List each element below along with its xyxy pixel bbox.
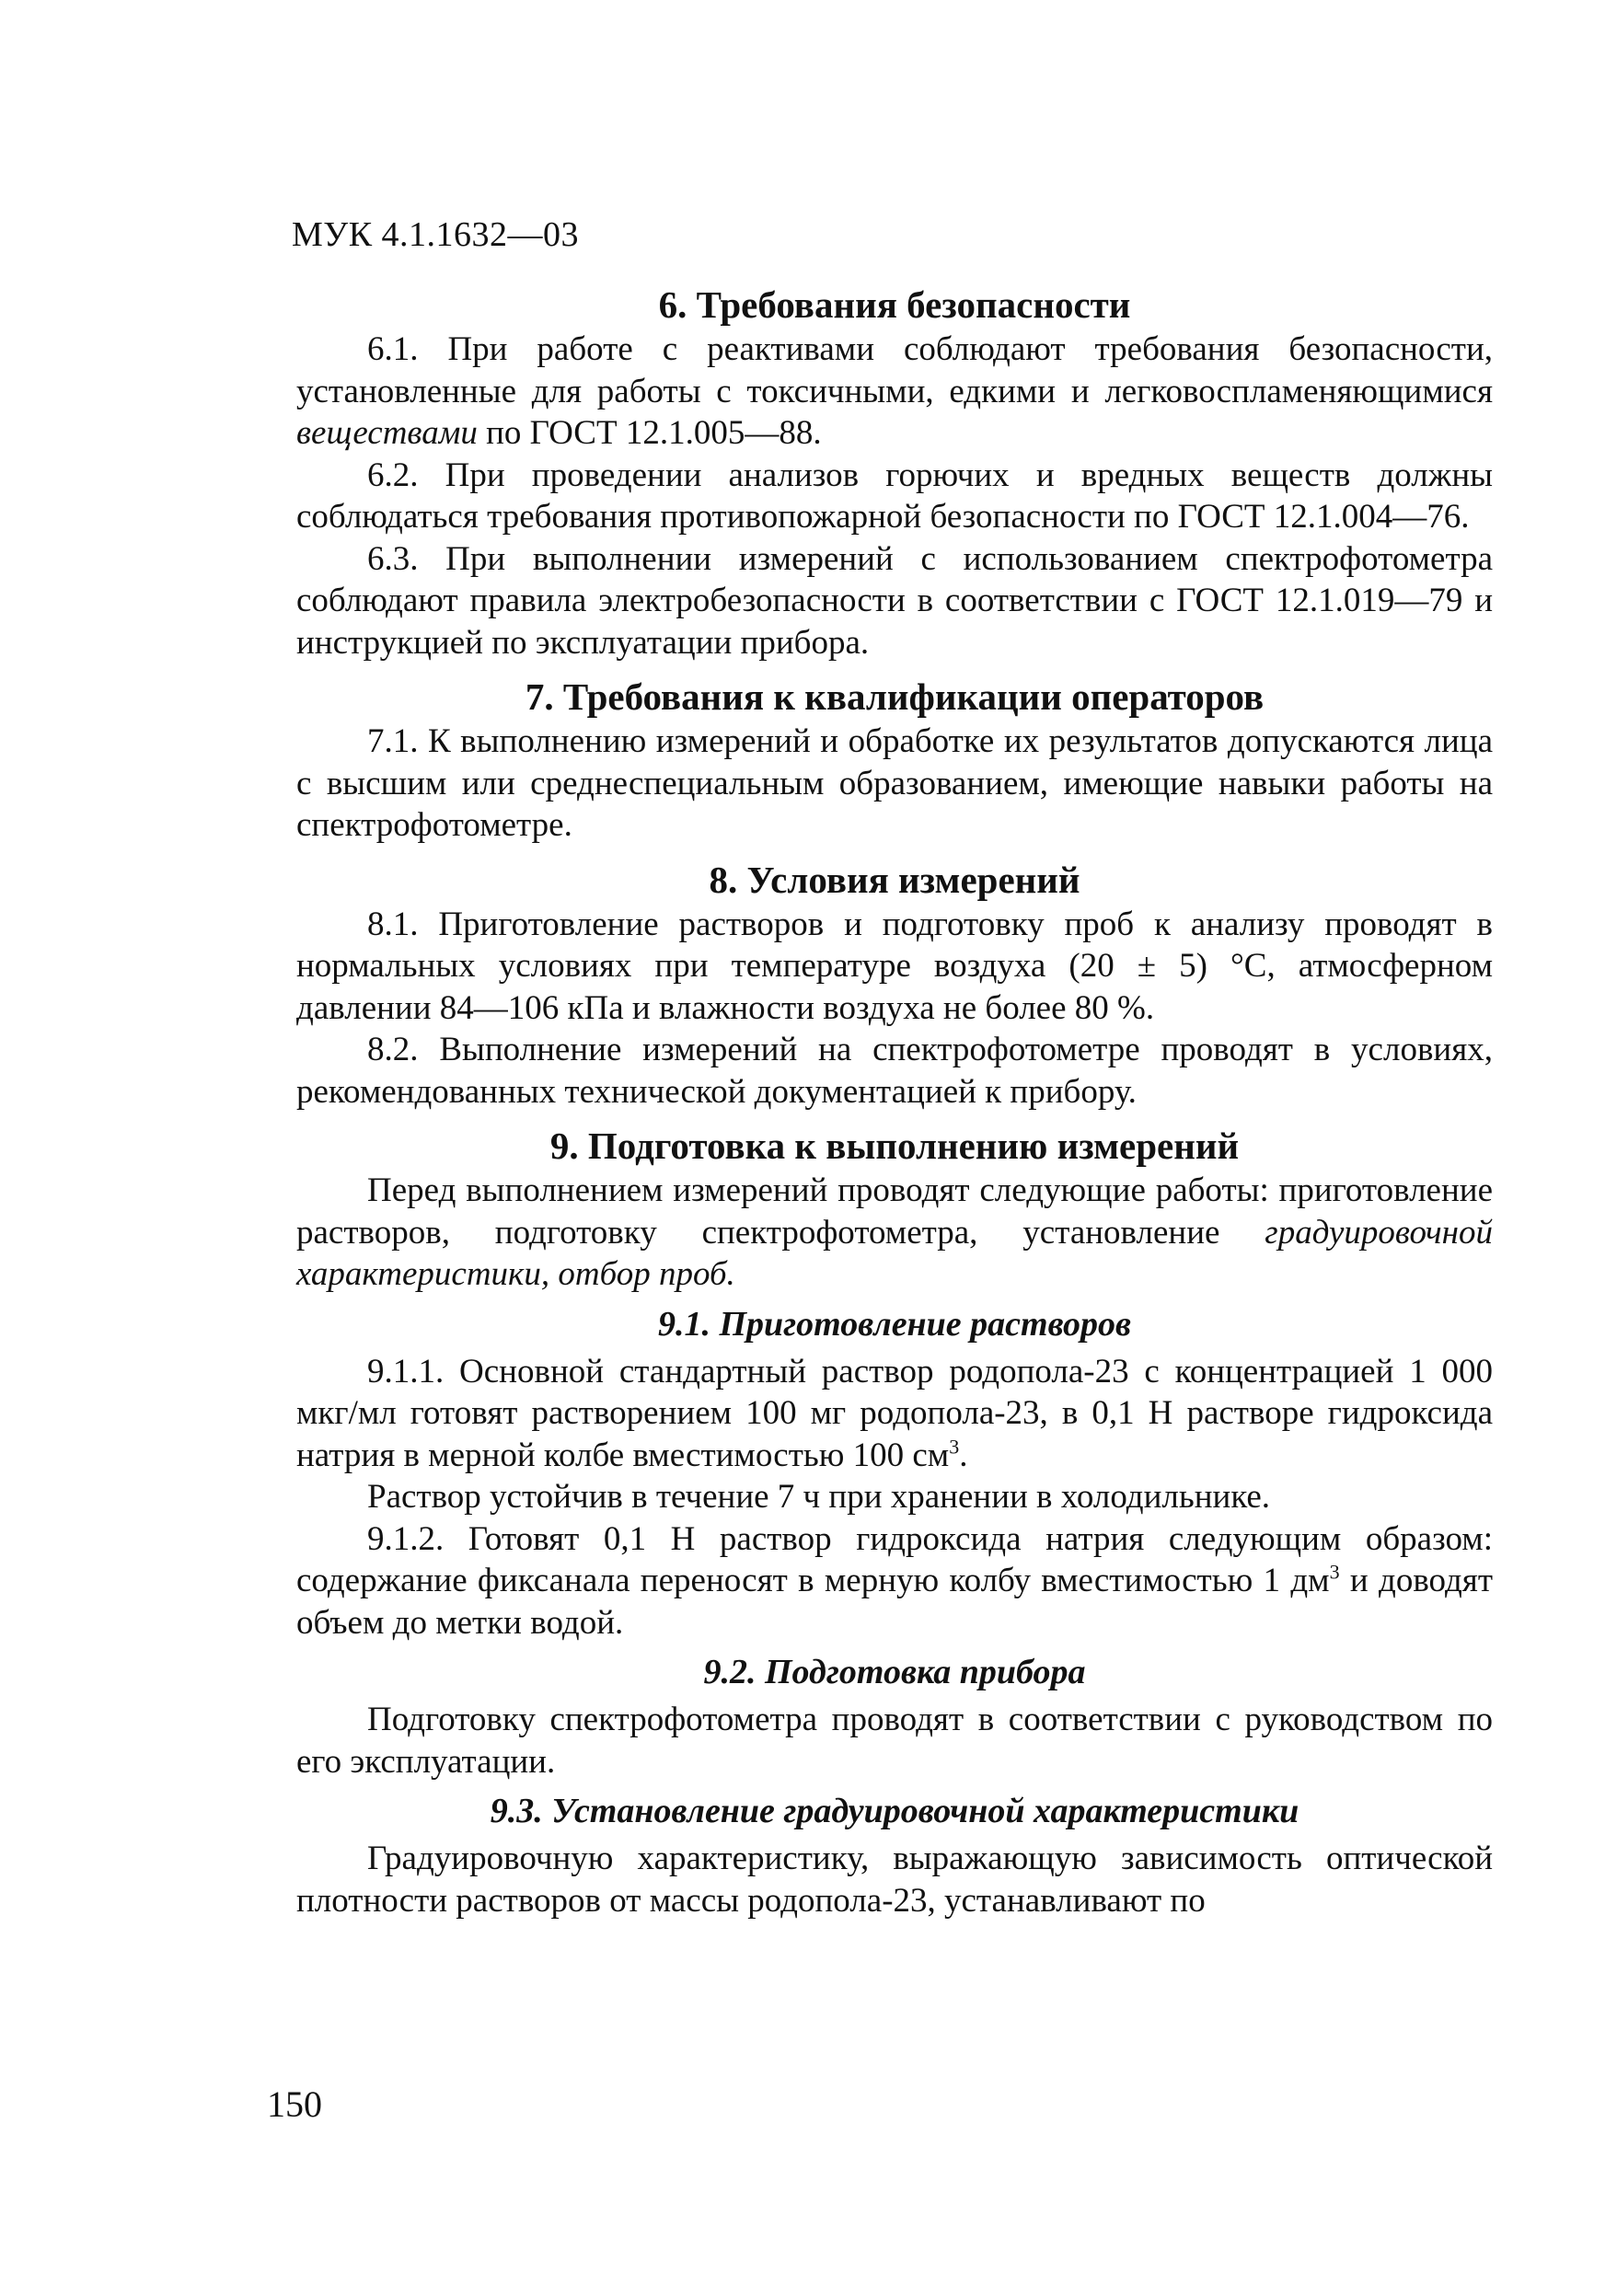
subsection-9-1-title: 9.1. Приготовление растворов — [657, 1304, 1132, 1344]
superscript-cubic: 3 — [1329, 1560, 1340, 1584]
paragraph-9-1-2 — [296, 1518, 1493, 1644]
paragraph-9-1-1 — [296, 1351, 1493, 1477]
paragraph-9-2: Подготовку спектрофотометра проводят в соответствии с руководством по его эксплуатации. — [296, 1701, 1493, 1781]
paragraph-6-1-end: по ГОСТ 12.1.005—88. — [486, 414, 822, 452]
paragraph-7-1: 7.1. К выполнению измерений и обработке их результатов допускаются лица с высшим или среднеспециальным образованием, имеющие навыки работы на спектрофотометре. — [296, 722, 1493, 844]
section-7-title: 7. Требования к квалификации операторов — [525, 675, 1265, 718]
section-9-title: 9. Подготовка к выполнению измерений — [549, 1125, 1240, 1167]
superscript-cubic: 3 — [949, 1435, 960, 1459]
paragraph-9-1-2-text: 9.1.2. Готовят 0,1 Н раствор гидроксида натрия следующим образом: содержание фиксанала переносят в мерную колбу вместимостью 1 дм — [296, 1519, 1493, 1599]
paragraph-9-1-stability: Раствор устойчив в течение 7 ч при хранении в холодильнике. — [367, 1478, 1271, 1516]
paragraph-9-1-2-end: и доводят объем до метки водой. — [296, 1562, 1493, 1642]
paragraph-9-1-1-text: 9.1.1. Основной стандартный раствор родопола-23 с концентрацией 1 000 мкг/мл готовят растворением 100 мг родопола-23, в 0,1 Н растворе гидроксида натрия в мерной колбе вместимостью 100 см — [296, 1352, 1493, 1474]
subsection-9-2-title: 9.2. Подготовка прибора — [703, 1653, 1086, 1691]
subsection-9-3-title: 9.3. Установление градуировочной характеристики — [490, 1792, 1299, 1830]
document-code-header: МУК 4.1.1632—03 — [292, 215, 580, 254]
paragraph-6-3: 6.3. При выполнении измерений с использованием спектрофотометра соблюдают правила электробезопасности в соответствии с ГОСТ 12.1.019—79 и инструкцией по эксплуатации прибора. — [296, 539, 1493, 662]
paragraph-9-intro-emphasis: градуировочной характеристики, отбор проб. — [296, 1213, 1494, 1293]
paragraph-9-intro — [296, 1170, 1493, 1296]
paragraph-6-1 — [296, 329, 1493, 455]
paragraph-6-1-emphasis: веществами — [296, 414, 478, 452]
paragraph-9-intro-text: Перед выполнением измерений проводят следующие работы: приготовление растворов, подготовку спектрофотометра, установление — [296, 1171, 1493, 1252]
page-content — [292, 207, 1494, 1921]
paragraph-6-2: 6.2. При проведении анализов горючих и вредных веществ должны соблюдаться требования противопожарной безопасности по ГОСТ 12.1.004—76. — [296, 456, 1493, 536]
paragraph-8-2: 8.2. Выполнение измерений на спектрофотометре проводят в условиях, рекомендованных технической документацией к прибору. — [296, 1031, 1493, 1111]
paragraph-8-1: 8.1. Приготовление растворов и подготовку проб к анализу проводят в нормальных условиях при температуре воздуха (20 ± 5) °С, атмосферном давлении 84—106 кПа и влажности воздуха не более 80 %. — [296, 905, 1493, 1027]
paragraph-6-1-text: 6.1. При работе с реактивами соблюдают требования безопасности, установленные для работы с токсичными, едкими и легковоспламеняющимися — [296, 330, 1493, 410]
section-6-title: 6. Требования безопасности — [658, 283, 1131, 326]
page-number: 150 — [267, 2083, 322, 2125]
paragraph-9-1-1-end: . — [959, 1436, 968, 1474]
section-8-title: 8. Условия измерений — [709, 858, 1080, 901]
paragraph-9-3: Градуировочную характеристику, выражающую зависимость оптической плотности растворов от массы родопола-23, устанавливают по — [296, 1840, 1493, 1920]
